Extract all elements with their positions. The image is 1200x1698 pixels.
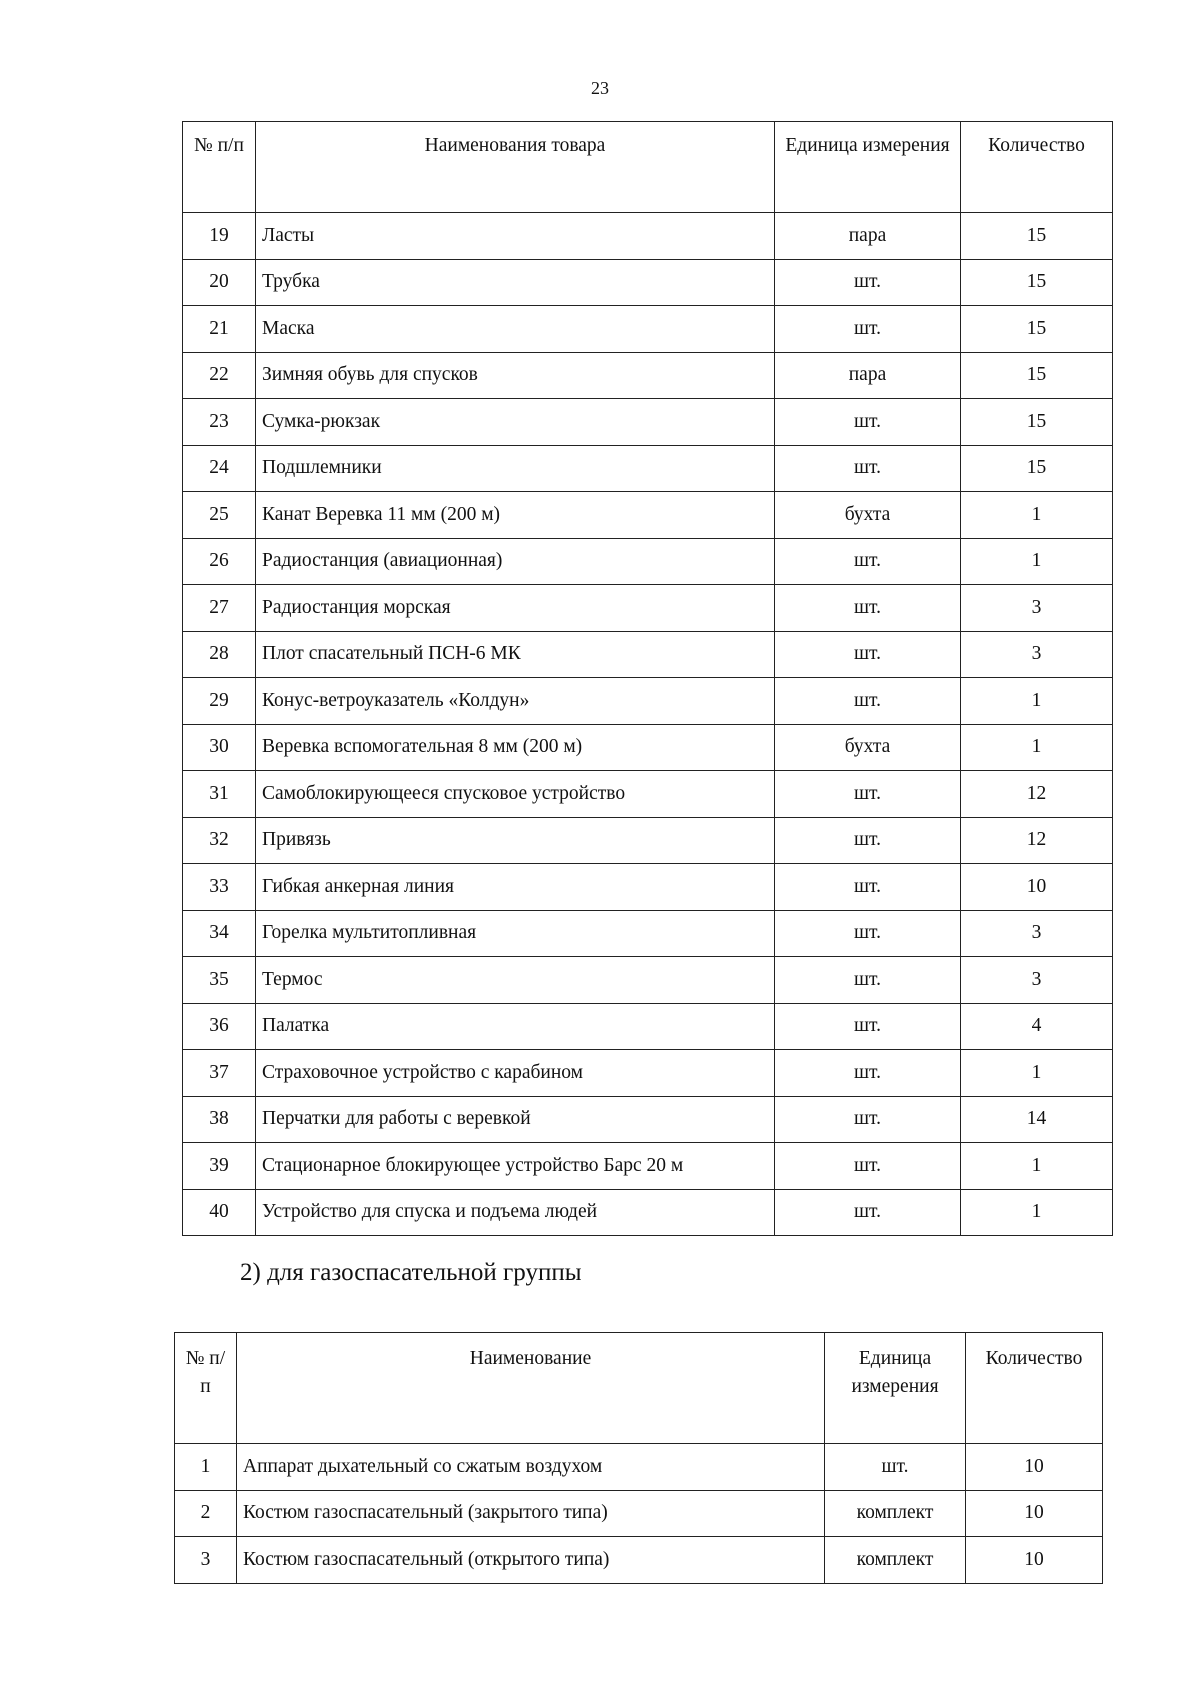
unit-cell: шт.	[775, 910, 961, 957]
item-name: Сумка-рюкзак	[256, 399, 775, 446]
quantity-cell: 1	[961, 1143, 1113, 1190]
quantity-cell: 12	[961, 817, 1113, 864]
item-name: Зимняя обувь для спусков	[256, 352, 775, 399]
item-name: Маска	[256, 306, 775, 353]
quantity-cell: 15	[961, 399, 1113, 446]
header-unit: Единица измерения	[825, 1333, 966, 1444]
table-row	[183, 724, 1113, 771]
quantity-cell: 3	[961, 910, 1113, 957]
unit-cell: шт.	[775, 445, 961, 492]
quantity-cell: 4	[961, 1003, 1113, 1050]
table-row	[183, 631, 1113, 678]
unit-cell: бухта	[775, 724, 961, 771]
item-name: Палатка	[256, 1003, 775, 1050]
quantity-cell: 3	[961, 631, 1113, 678]
row-number: 40	[183, 1189, 256, 1236]
gas-rescue-table	[174, 1332, 1103, 1584]
item-name: Стационарное блокирующее устройство Барс 20 м	[256, 1143, 775, 1190]
row-number: 33	[183, 864, 256, 911]
table-row	[183, 538, 1113, 585]
unit-cell: шт.	[775, 678, 961, 725]
unit-cell: шт.	[775, 771, 961, 818]
row-number: 38	[183, 1096, 256, 1143]
quantity-cell: 15	[961, 352, 1113, 399]
quantity-cell: 12	[961, 771, 1113, 818]
table-row	[183, 1143, 1113, 1190]
row-number: 31	[183, 771, 256, 818]
table-header-row	[183, 122, 1113, 213]
table-row	[183, 817, 1113, 864]
row-number: 19	[183, 213, 256, 260]
item-name: Аппарат дыхательный со сжатым воздухом	[237, 1444, 825, 1491]
item-name: Самоблокирующееся спусковое устройство	[256, 771, 775, 818]
row-number: 37	[183, 1050, 256, 1097]
item-name: Термос	[256, 957, 775, 1004]
item-name: Костюм газоспасательный (закрытого типа)	[237, 1490, 825, 1537]
header-num: № п/п	[175, 1333, 237, 1444]
item-name: Ласты	[256, 213, 775, 260]
row-number: 29	[183, 678, 256, 725]
item-name: Подшлемники	[256, 445, 775, 492]
table-row	[183, 213, 1113, 260]
quantity-cell: 15	[961, 306, 1113, 353]
table-row	[183, 399, 1113, 446]
quantity-cell: 14	[961, 1096, 1113, 1143]
unit-cell: шт.	[775, 538, 961, 585]
item-name: Плот спасательный ПСН-6 МК	[256, 631, 775, 678]
header-num: № п/п	[183, 122, 256, 213]
quantity-cell: 15	[961, 213, 1113, 260]
quantity-cell: 10	[961, 864, 1113, 911]
quantity-cell: 15	[961, 445, 1113, 492]
item-name: Веревка вспомогательная 8 мм (200 м)	[256, 724, 775, 771]
table-row	[183, 259, 1113, 306]
row-number: 26	[183, 538, 256, 585]
item-name: Костюм газоспасательный (открытого типа)	[237, 1537, 825, 1584]
row-number: 32	[183, 817, 256, 864]
header-qty: Количество	[961, 122, 1113, 213]
row-number: 22	[183, 352, 256, 399]
item-name: Канат Веревка 11 мм (200 м)	[256, 492, 775, 539]
unit-cell: шт.	[775, 259, 961, 306]
quantity-cell: 1	[961, 492, 1113, 539]
row-number: 2	[175, 1490, 237, 1537]
unit-cell: шт.	[825, 1444, 966, 1491]
table-row	[183, 445, 1113, 492]
row-number: 34	[183, 910, 256, 957]
header-name: Наименования товара	[256, 122, 775, 213]
table-row	[183, 1003, 1113, 1050]
row-number: 1	[175, 1444, 237, 1491]
table-header-row	[175, 1333, 1103, 1444]
item-name: Конус-ветроуказатель «Колдун»	[256, 678, 775, 725]
quantity-cell: 10	[966, 1490, 1103, 1537]
item-name: Радиостанция (авиационная)	[256, 538, 775, 585]
unit-cell: бухта	[775, 492, 961, 539]
unit-cell: пара	[775, 213, 961, 260]
item-name: Устройство для спуска и подъема людей	[256, 1189, 775, 1236]
table-row	[183, 492, 1113, 539]
row-number: 3	[175, 1537, 237, 1584]
unit-cell: шт.	[775, 864, 961, 911]
header-unit: Единица измерения	[775, 122, 961, 213]
item-name: Привязь	[256, 817, 775, 864]
table-row	[183, 864, 1113, 911]
table-row	[175, 1444, 1103, 1491]
table-row	[183, 1189, 1113, 1236]
table-row	[183, 1050, 1113, 1097]
unit-cell: комплект	[825, 1490, 966, 1537]
row-number: 24	[183, 445, 256, 492]
row-number: 39	[183, 1143, 256, 1190]
quantity-cell: 3	[961, 957, 1113, 1004]
row-number: 20	[183, 259, 256, 306]
equipment-table	[182, 121, 1113, 1236]
item-name: Перчатки для работы с веревкой	[256, 1096, 775, 1143]
row-number: 36	[183, 1003, 256, 1050]
table-row	[183, 1096, 1113, 1143]
item-name: Страховочное устройство с карабином	[256, 1050, 775, 1097]
unit-cell: шт.	[775, 1003, 961, 1050]
row-number: 27	[183, 585, 256, 632]
table-row	[183, 678, 1113, 725]
table-row	[183, 585, 1113, 632]
unit-cell: шт.	[775, 306, 961, 353]
quantity-cell: 3	[961, 585, 1113, 632]
page-number: 23	[591, 78, 609, 98]
row-number: 35	[183, 957, 256, 1004]
item-name: Трубка	[256, 259, 775, 306]
quantity-cell: 1	[961, 538, 1113, 585]
header-name: Наименование	[237, 1333, 825, 1444]
header-qty: Количество	[966, 1333, 1103, 1444]
unit-cell: комплект	[825, 1537, 966, 1584]
quantity-cell: 10	[966, 1444, 1103, 1491]
quantity-cell: 1	[961, 1050, 1113, 1097]
quantity-cell: 15	[961, 259, 1113, 306]
unit-cell: пара	[775, 352, 961, 399]
quantity-cell: 1	[961, 724, 1113, 771]
table-row	[183, 771, 1113, 818]
unit-cell: шт.	[775, 817, 961, 864]
item-name: Гибкая анкерная линия	[256, 864, 775, 911]
quantity-cell: 1	[961, 1189, 1113, 1236]
section-heading: 2) для газоспасательной группы	[240, 1259, 582, 1286]
table-row	[175, 1490, 1103, 1537]
unit-cell: шт.	[775, 585, 961, 632]
unit-cell: шт.	[775, 631, 961, 678]
table-row	[183, 910, 1113, 957]
quantity-cell: 1	[961, 678, 1113, 725]
table-row	[183, 957, 1113, 1004]
unit-cell: шт.	[775, 1143, 961, 1190]
row-number: 30	[183, 724, 256, 771]
unit-cell: шт.	[775, 957, 961, 1004]
row-number: 25	[183, 492, 256, 539]
quantity-cell: 10	[966, 1537, 1103, 1584]
table-row	[183, 306, 1113, 353]
item-name: Радиостанция морская	[256, 585, 775, 632]
row-number: 21	[183, 306, 256, 353]
row-number: 28	[183, 631, 256, 678]
item-name: Горелка мультитопливная	[256, 910, 775, 957]
row-number: 23	[183, 399, 256, 446]
unit-cell: шт.	[775, 1096, 961, 1143]
unit-cell: шт.	[775, 1189, 961, 1236]
unit-cell: шт.	[775, 1050, 961, 1097]
table-row	[175, 1537, 1103, 1584]
table-row	[183, 352, 1113, 399]
unit-cell: шт.	[775, 399, 961, 446]
